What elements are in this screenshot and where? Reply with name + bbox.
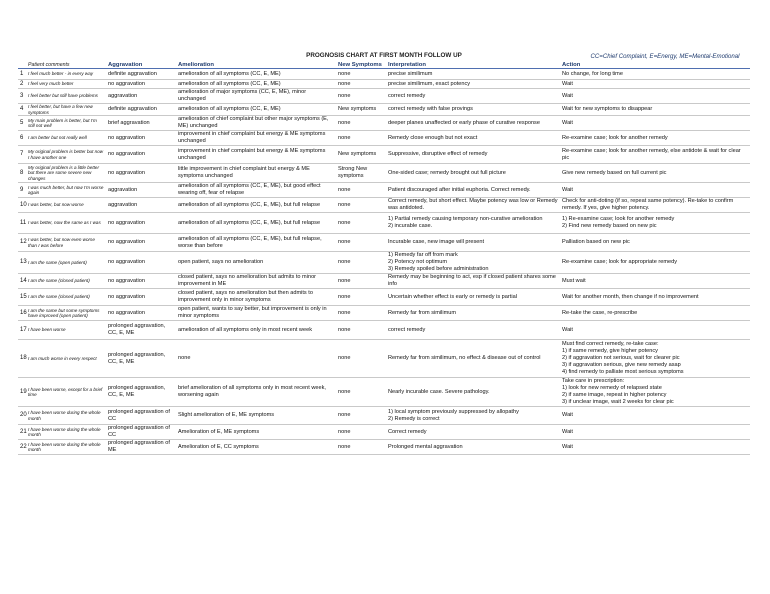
- table-row: [18, 306, 750, 321]
- new-symptoms-cell: New symptoms: [336, 146, 386, 164]
- row-number: 12: [18, 234, 26, 252]
- amelioration-cell: closed patient, says no amelioration but admits to minor improvement in ME: [176, 274, 336, 289]
- action-header: Action: [560, 58, 750, 69]
- amelioration-cell: closed patient, says no amelioration but then admits to improvement only in minor symptoms: [176, 289, 336, 306]
- amelioration-cell: amelioration of all symptoms (CC, E, ME), but full relapse: [176, 213, 336, 234]
- aggravation-cell: no aggravation: [106, 146, 176, 164]
- patient-comment: My main problem is better, but I'm still not well: [26, 116, 106, 131]
- interpretation-cell: precise similimum, exact potency: [386, 80, 560, 89]
- amelioration-cell: amelioration of major symptoms (CC, E, ME), minor unchanged: [176, 89, 336, 104]
- action-cell: Re-examine case; look for another remedy: [560, 131, 750, 146]
- aggravation-cell: prolonged aggravation, CC, E, ME: [106, 321, 176, 340]
- amelioration-cell: amelioration of all symptoms (CC, E, ME), but good effect wearing off, fear of relapse: [176, 183, 336, 198]
- new-symptoms-cell: none: [336, 198, 386, 213]
- interpretation-cell: Remedy far from similimum, no effect & disease out of control: [386, 340, 560, 378]
- patient-comment: I am the same (closed patient): [26, 289, 106, 306]
- amelioration-cell: none: [176, 340, 336, 378]
- patient-comment: I was better, but now worse: [26, 198, 106, 213]
- patient-comment: I feel better but still have problems: [26, 89, 106, 104]
- patient-comment: I am much worse in every respect: [26, 340, 106, 378]
- row-number: 11: [18, 213, 26, 234]
- aggravation-cell: definite aggravation: [106, 104, 176, 116]
- new-symptoms-cell: none: [336, 321, 386, 340]
- action-cell: Must wait: [560, 274, 750, 289]
- action-cell: Wait: [560, 89, 750, 104]
- amelioration-cell: amelioration of all symptoms (CC, E, ME): [176, 69, 336, 80]
- aggravation-cell: no aggravation: [106, 274, 176, 289]
- interpretation-cell: Remedy close enough but not exact: [386, 131, 560, 146]
- interpretation-cell: 1) Partial remedy causing temporary non-curative amelioration 2) incurable case.: [386, 213, 560, 234]
- new-symptoms-cell: none: [336, 234, 386, 252]
- action-cell: Palliation based on new pic: [560, 234, 750, 252]
- patient-comment: I have been worse during the whole month: [26, 407, 106, 425]
- amelioration-cell: improvement in chief complaint but energy & ME symptoms unchanged: [176, 131, 336, 146]
- interpretation-cell: 1) Remedy far off from mark 2) Potency not optimum 3) Remedy spoiled before administration: [386, 252, 560, 274]
- table-row: [18, 321, 750, 340]
- aggravation-cell: prolonged aggravation of CC: [106, 425, 176, 440]
- patient-comment: I am the same but some symptoms have improved (open patient): [26, 306, 106, 321]
- interpretation-cell: Incurable case, new image will present: [386, 234, 560, 252]
- amelioration-cell: amelioration of all symptoms (CC, E, ME), but full relapse: [176, 198, 336, 213]
- patient-comment: I am the same (closed patient): [26, 274, 106, 289]
- row-number: 20: [18, 407, 26, 425]
- table-row: [18, 146, 750, 164]
- action-cell: Must find correct remedy, re-take case: 1) if same remedy, give higher potency 2) if aggravation not serious, wait for clearer pic 3) if aggravation serious, give new remedy asap 4) find remedy to palliate most serious symptoms: [560, 340, 750, 378]
- interpretation-cell: Suppressive, disruptive effect of remedy: [386, 146, 560, 164]
- aggravation-cell: aggravation: [106, 183, 176, 198]
- row-number: 15: [18, 289, 26, 306]
- patient-comment: I am better but not really well: [26, 131, 106, 146]
- new-symptoms-cell: none: [336, 183, 386, 198]
- patient-comment: I was better, now the same as I was: [26, 213, 106, 234]
- row-number: 16: [18, 306, 26, 321]
- table-header-row: [18, 58, 750, 69]
- interpretation-cell: Remedy may be beginning to act, esp if closed patient shares some info: [386, 274, 560, 289]
- new-symptoms-header: New Symptoms: [336, 58, 386, 69]
- interpretation-cell: 1) local symptom previously suppressed by allopathy 2) Remedy is correct: [386, 407, 560, 425]
- aggravation-cell: no aggravation: [106, 306, 176, 321]
- table-row: [18, 407, 750, 425]
- prognosis-table: [18, 58, 750, 455]
- new-symptoms-cell: none: [336, 407, 386, 425]
- patient-comment: I feel much better - in every way: [26, 69, 106, 80]
- action-cell: Wait for new symptoms to disappear: [560, 104, 750, 116]
- action-cell: Wait for another month, then change if no improvement: [560, 289, 750, 306]
- table-row: [18, 425, 750, 440]
- aggravation-cell: no aggravation: [106, 164, 176, 183]
- new-symptoms-cell: none: [336, 131, 386, 146]
- table-row: [18, 164, 750, 183]
- table-row: [18, 80, 750, 89]
- row-number: 2: [18, 80, 26, 89]
- abbreviation-legend: CC=Chief Complaint, E=Energy, ME=Mental-Emotional: [590, 53, 740, 60]
- row-number: 9: [18, 183, 26, 198]
- aggravation-cell: no aggravation: [106, 131, 176, 146]
- row-number: 1: [18, 69, 26, 80]
- aggravation-cell: brief aggravation: [106, 116, 176, 131]
- amelioration-cell: brief amelioration of all symptoms only in most recent week, worsening again: [176, 378, 336, 407]
- interpretation-cell: precise similimum: [386, 69, 560, 80]
- action-cell: Give new remedy based on full current pic: [560, 164, 750, 183]
- amelioration-cell: open patient, wants to say better, but improvement is only in minor symptoms: [176, 306, 336, 321]
- new-symptoms-cell: none: [336, 116, 386, 131]
- aggravation-cell: aggravation: [106, 198, 176, 213]
- table-row: [18, 116, 750, 131]
- table-row: [18, 89, 750, 104]
- action-cell: Wait: [560, 407, 750, 425]
- new-symptoms-cell: none: [336, 213, 386, 234]
- action-cell: Wait: [560, 116, 750, 131]
- new-symptoms-cell: none: [336, 89, 386, 104]
- interpretation-cell: correct remedy: [386, 321, 560, 340]
- interpretation-cell: Patient discouraged after initial euphoria. Correct remedy.: [386, 183, 560, 198]
- row-number: 14: [18, 274, 26, 289]
- col-number-header: [18, 58, 26, 69]
- table-row: [18, 340, 750, 378]
- patient-comment: My original problem is better but now I have another one: [26, 146, 106, 164]
- interpretation-header: Interpretation: [386, 58, 560, 69]
- table-row: [18, 378, 750, 407]
- amelioration-cell: amelioration of chief complaint but other major symptoms (E, ME) unchanged: [176, 116, 336, 131]
- row-number: 10: [18, 198, 26, 213]
- new-symptoms-cell: none: [336, 340, 386, 378]
- patient-comments-header: Patient comments: [26, 58, 106, 69]
- table-row: [18, 213, 750, 234]
- aggravation-cell: no aggravation: [106, 252, 176, 274]
- patient-comment: I have been worse during the whole month: [26, 425, 106, 440]
- row-number: 5: [18, 116, 26, 131]
- aggravation-cell: prolonged aggravation of CC: [106, 407, 176, 425]
- action-cell: No change, for long time: [560, 69, 750, 80]
- interpretation-cell: correct remedy: [386, 89, 560, 104]
- table-row: [18, 440, 750, 455]
- new-symptoms-cell: none: [336, 289, 386, 306]
- amelioration-cell: amelioration of all symptoms only in most recent week: [176, 321, 336, 340]
- table-row: [18, 183, 750, 198]
- patient-comment: I was much better, but now I'm worse again: [26, 183, 106, 198]
- action-cell: Wait: [560, 80, 750, 89]
- aggravation-cell: no aggravation: [106, 213, 176, 234]
- table-body: [18, 69, 750, 455]
- page-title: PROGNOSIS CHART AT FIRST MONTH FOLLOW UP: [306, 52, 462, 59]
- interpretation-cell: Correct remedy: [386, 425, 560, 440]
- interpretation-cell: Nearly incurable case. Severe pathology.: [386, 378, 560, 407]
- patient-comment: I have been worse, except for a brief time: [26, 378, 106, 407]
- amelioration-cell: Slight amelioration of E, ME symptoms: [176, 407, 336, 425]
- table-row: [18, 234, 750, 252]
- new-symptoms-cell: Strong New symptoms: [336, 164, 386, 183]
- aggravation-cell: no aggravation: [106, 234, 176, 252]
- amelioration-cell: Amelioration of E, CC symptoms: [176, 440, 336, 455]
- table-row: [18, 104, 750, 116]
- amelioration-cell: Amelioration of E, ME symptoms: [176, 425, 336, 440]
- interpretation-cell: Prolonged mental aggravation: [386, 440, 560, 455]
- aggravation-cell: definite aggravation: [106, 69, 176, 80]
- new-symptoms-cell: none: [336, 252, 386, 274]
- amelioration-cell: amelioration of all symptoms (CC, E, ME): [176, 104, 336, 116]
- amelioration-cell: amelioration of all symptoms (CC, E, ME), but full relapse, worse than before: [176, 234, 336, 252]
- interpretation-cell: Remedy far from similimum: [386, 306, 560, 321]
- interpretation-cell: deeper planes unaffected or early phase of curative response: [386, 116, 560, 131]
- new-symptoms-cell: none: [336, 274, 386, 289]
- aggravation-cell: no aggravation: [106, 289, 176, 306]
- row-number: 3: [18, 89, 26, 104]
- row-number: 19: [18, 378, 26, 407]
- patient-comment: I was better, but now even worse than I was before: [26, 234, 106, 252]
- new-symptoms-cell: none: [336, 378, 386, 407]
- interpretation-cell: Correct remedy, but short effect. Maybe potency was low or Remedy was antidoted.: [386, 198, 560, 213]
- row-number: 4: [18, 104, 26, 116]
- action-cell: Check for anti-doting (if so, repeat same potency). Re-take to confirm remedy. If yes, give higher potency.: [560, 198, 750, 213]
- interpretation-cell: One-sided case; remedy brought out full picture: [386, 164, 560, 183]
- aggravation-cell: prolonged aggravation, CC, E, ME: [106, 340, 176, 378]
- aggravation-cell: prolonged aggravation, CC, E, ME: [106, 378, 176, 407]
- interpretation-cell: Uncertain whether effect is early or remedy is partial: [386, 289, 560, 306]
- patient-comment: I have been worse: [26, 321, 106, 340]
- row-number: 7: [18, 146, 26, 164]
- aggravation-cell: no aggravation: [106, 80, 176, 89]
- action-cell: Wait: [560, 321, 750, 340]
- action-cell: Take care in prescription: 1) look for new remedy of relapsed state 2) if same image, repeat in higher potency 3) if unclear image, wait 2 weeks for clear pic: [560, 378, 750, 407]
- row-number: 17: [18, 321, 26, 340]
- table-row: [18, 198, 750, 213]
- action-cell: Re-take the case, re-prescribe: [560, 306, 750, 321]
- new-symptoms-cell: none: [336, 425, 386, 440]
- interpretation-cell: correct remedy with false provings: [386, 104, 560, 116]
- aggravation-header: Aggravation: [106, 58, 176, 69]
- action-cell: Re-examine case; look for appropriate remedy: [560, 252, 750, 274]
- aggravation-cell: prolonged aggravation of ME: [106, 440, 176, 455]
- aggravation-cell: aggravation: [106, 89, 176, 104]
- action-cell: Wait: [560, 440, 750, 455]
- table-row: [18, 131, 750, 146]
- row-number: 13: [18, 252, 26, 274]
- patient-comment: I feel better, but have a few new symptoms: [26, 104, 106, 116]
- action-cell: Re-examine case; look for another remedy, else antidote & wait for clear pic: [560, 146, 750, 164]
- amelioration-cell: open patient, says no amelioration: [176, 252, 336, 274]
- patient-comment: I feel very much better: [26, 80, 106, 89]
- action-cell: 1) Re-examine case; look for another remedy 2) Find new remedy based on new pic: [560, 213, 750, 234]
- patient-comment: I have been worse during the whole month: [26, 440, 106, 455]
- row-number: 8: [18, 164, 26, 183]
- amelioration-cell: amelioration of all symptoms (CC, E, ME): [176, 80, 336, 89]
- new-symptoms-cell: New symptoms: [336, 104, 386, 116]
- amelioration-cell: improvement in chief complaint but energy & ME symptoms unchanged: [176, 146, 336, 164]
- new-symptoms-cell: none: [336, 440, 386, 455]
- action-cell: Wait: [560, 183, 750, 198]
- new-symptoms-cell: none: [336, 80, 386, 89]
- action-cell: Wait: [560, 425, 750, 440]
- patient-comment: I am the same (open patient): [26, 252, 106, 274]
- row-number: 18: [18, 340, 26, 378]
- new-symptoms-cell: none: [336, 69, 386, 80]
- amelioration-header: Amelioration: [176, 58, 336, 69]
- row-number: 22: [18, 440, 26, 455]
- table-row: [18, 69, 750, 80]
- table-row: [18, 252, 750, 274]
- amelioration-cell: little improvement in chief complaint but energy & ME symptoms unchanged: [176, 164, 336, 183]
- new-symptoms-cell: none: [336, 306, 386, 321]
- patient-comment: My original problem is a little better but there are some severe new changes: [26, 164, 106, 183]
- table-row: [18, 289, 750, 306]
- row-number: 6: [18, 131, 26, 146]
- row-number: 21: [18, 425, 26, 440]
- table-row: [18, 274, 750, 289]
